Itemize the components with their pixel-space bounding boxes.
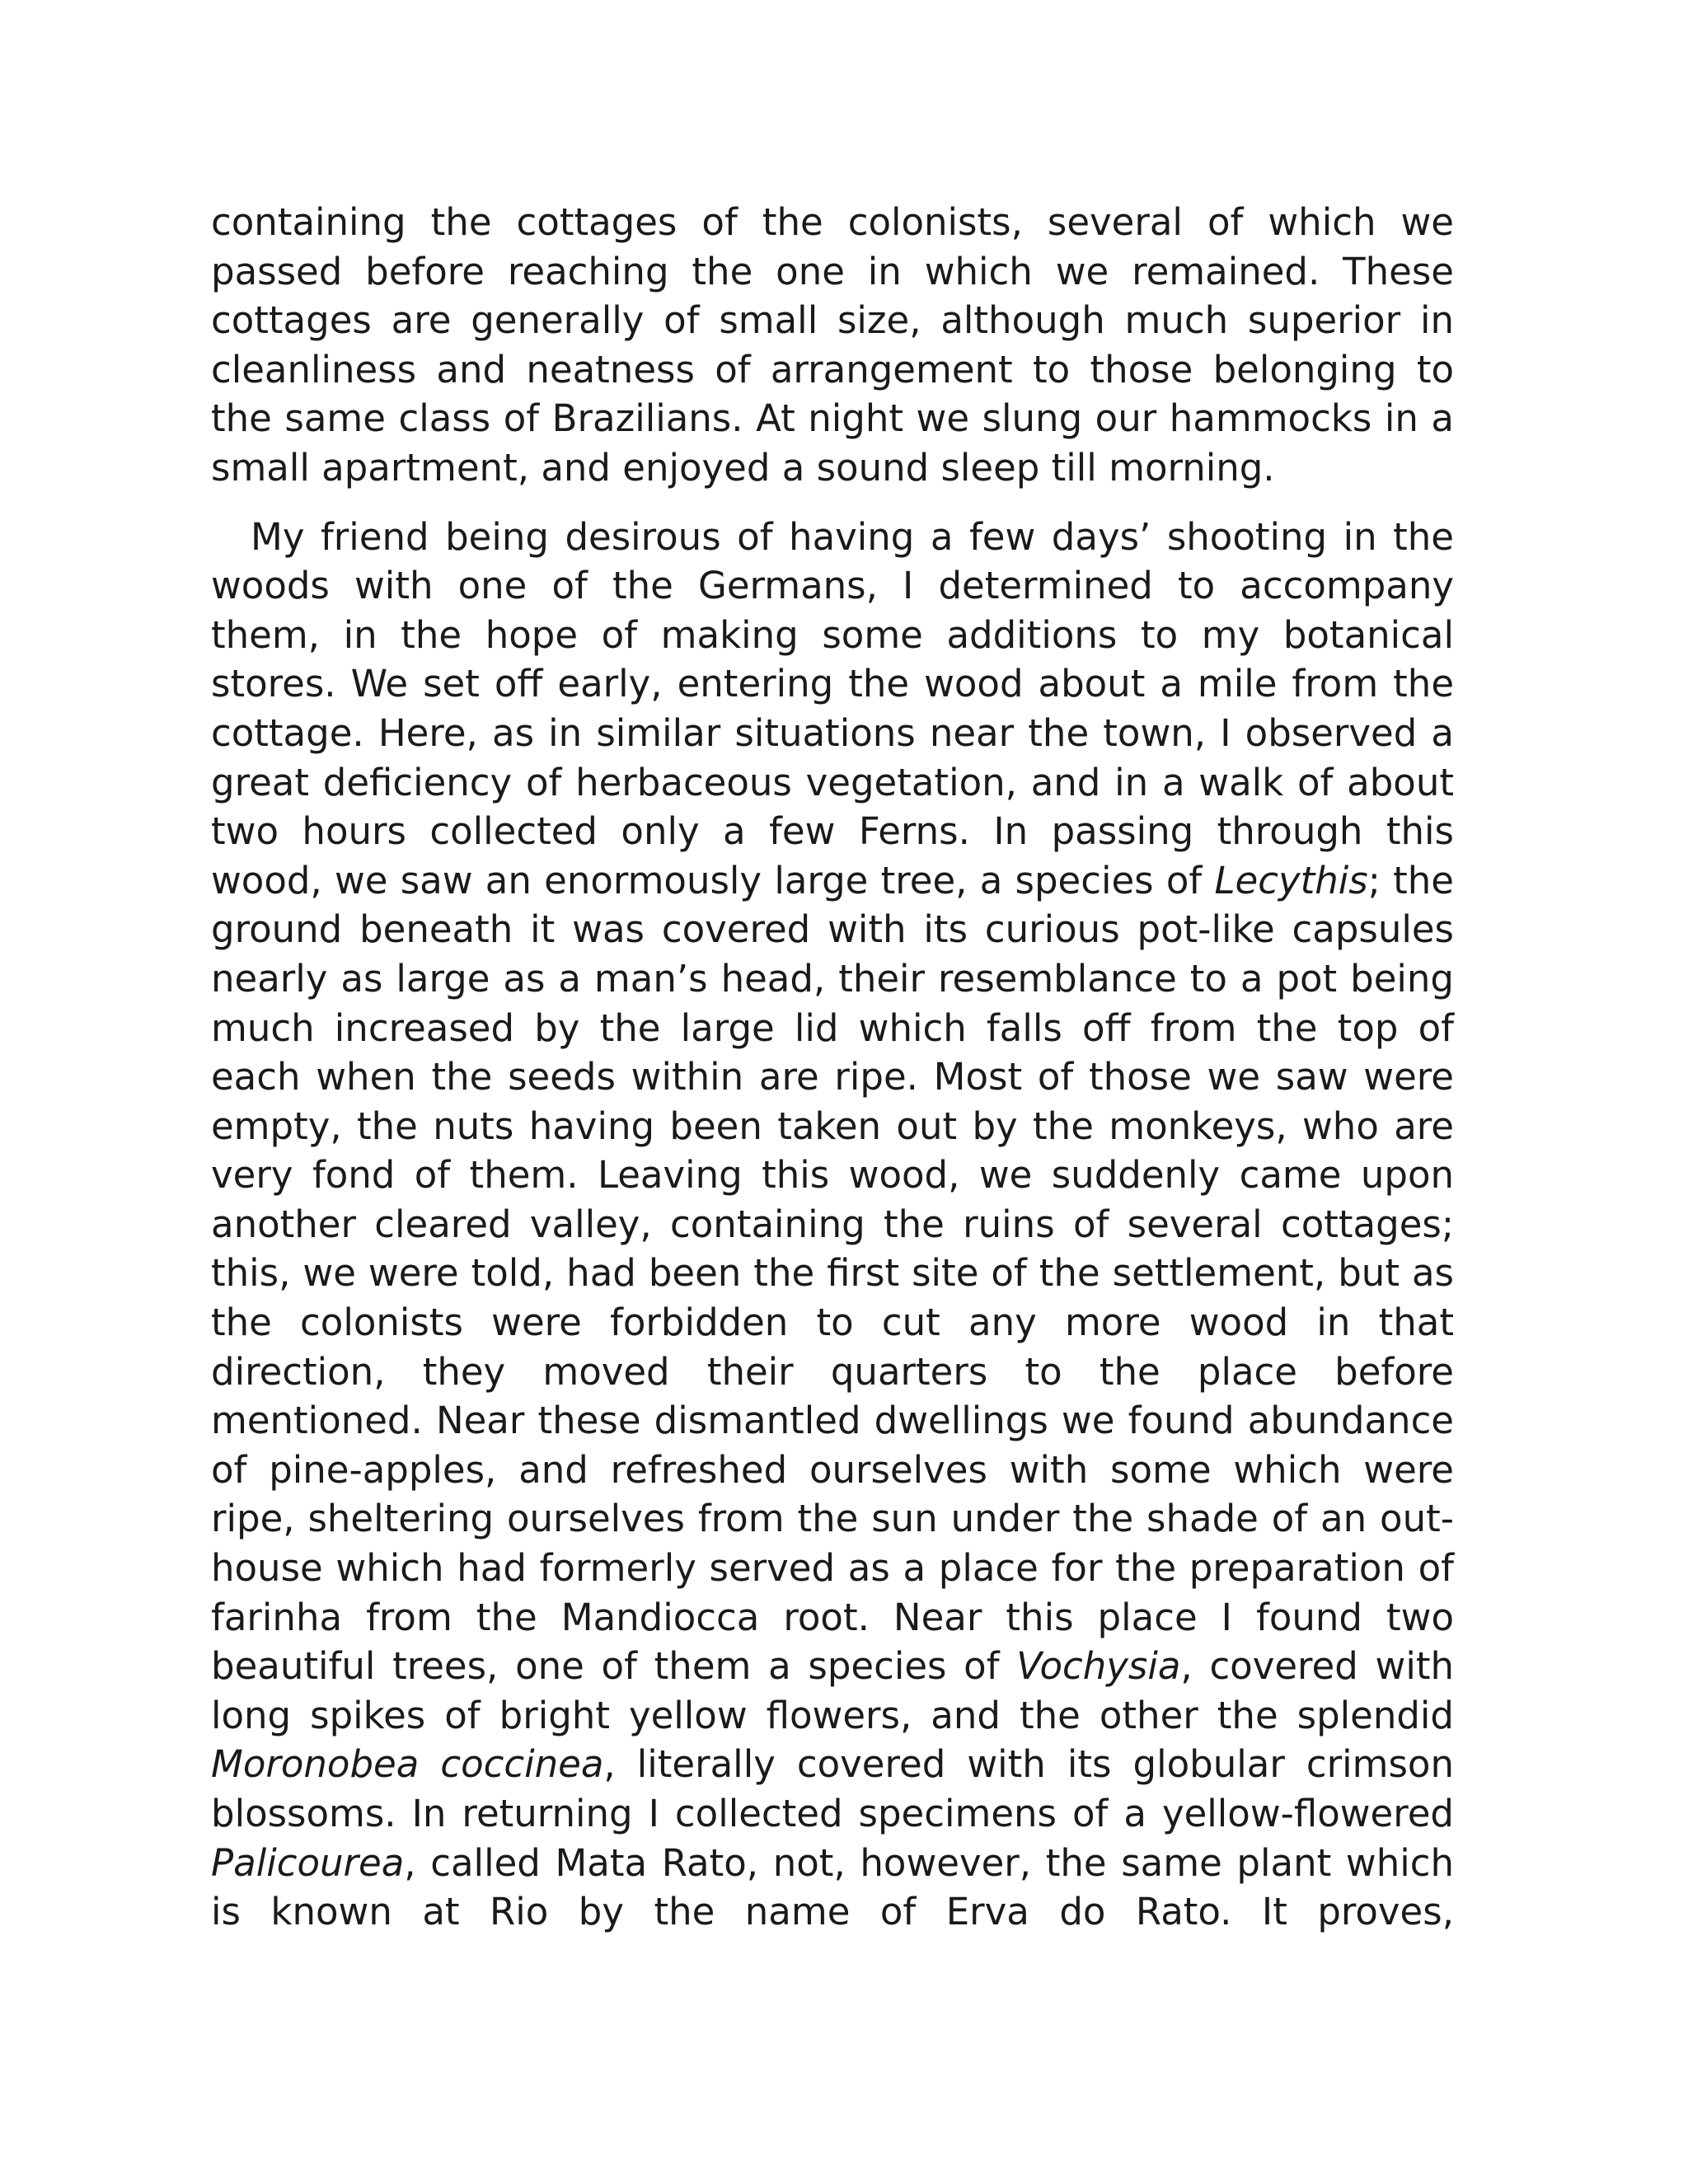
paragraph-text: , covered with long spikes of bright yellow flowers, and the other the splendid — [211, 1644, 1454, 1737]
paragraph — [211, 513, 1454, 1937]
paragraph-text: , called Mata Rato, not, however, the same plant which is known at Rio by the name of Erva do Rato. It proves, — [211, 1840, 1454, 1934]
italic-taxon: Palicourea — [211, 1840, 405, 1885]
paragraph-text: , literally covered with its globular crimson blossoms. In returning I collected specimens of a yellow-flowered — [211, 1742, 1454, 1835]
page-text — [211, 198, 1454, 1937]
italic-taxon: Moronobea coccinea — [211, 1742, 604, 1787]
paragraph-text: containing the cottages of the colonists, several of which we passed before reaching the one in which we remained. These cottages are generally of small size, although much superior in cleanliness and neatness of arrangement to those belonging to the same class of Brazilians. At night we slung our hammocks in a small apartment, and enjoyed a sound sleep till morning. — [211, 200, 1454, 490]
italic-taxon: Vochysia — [1016, 1644, 1181, 1689]
paragraph-text: ; the ground beneath it was covered with its curious pot-like capsules nearly as large as a man’s head, their resemblance to a pot being much increased by the large lid which falls off from the top of each when the seeds within are ripe. Most of those we saw were empty, the nuts having been taken out by the monkeys, who are very fond of them. Leaving this wood, we suddenly came upon another cleared valley, containing the ruins of several cottages; this, we were told, had been the first site of the settlement, but as the colonists were forbidden to cut any more wood in that direction, they moved their quarters to the place before mentioned. Near these dismantled dwellings we found abundance of pine-apples, and refreshed ourselves with some which were ripe, sheltering ourselves from the sun under the shade of an out-house which had formerly served as a place for the preparation of farinha from the Mandiocca root. Near this place I found two beautiful trees, one of them a species of — [211, 858, 1454, 1689]
italic-taxon: Lecythis — [1214, 858, 1368, 902]
paragraph — [211, 198, 1454, 493]
paragraph-text: My friend being desirous of having a few days’ shooting in the woods with one of the Germans, I determined to accompany them, in the hope of making some additions to my botanical stores. We set off early, entering the wood about a mile from the cottage. Here, as in similar situations near the town, I observed a great deficiency of herbaceous vegetation, and in a walk of about two hours collected only a few Ferns. In passing through this wood, we saw an enormously large tree, a species of — [211, 514, 1454, 902]
